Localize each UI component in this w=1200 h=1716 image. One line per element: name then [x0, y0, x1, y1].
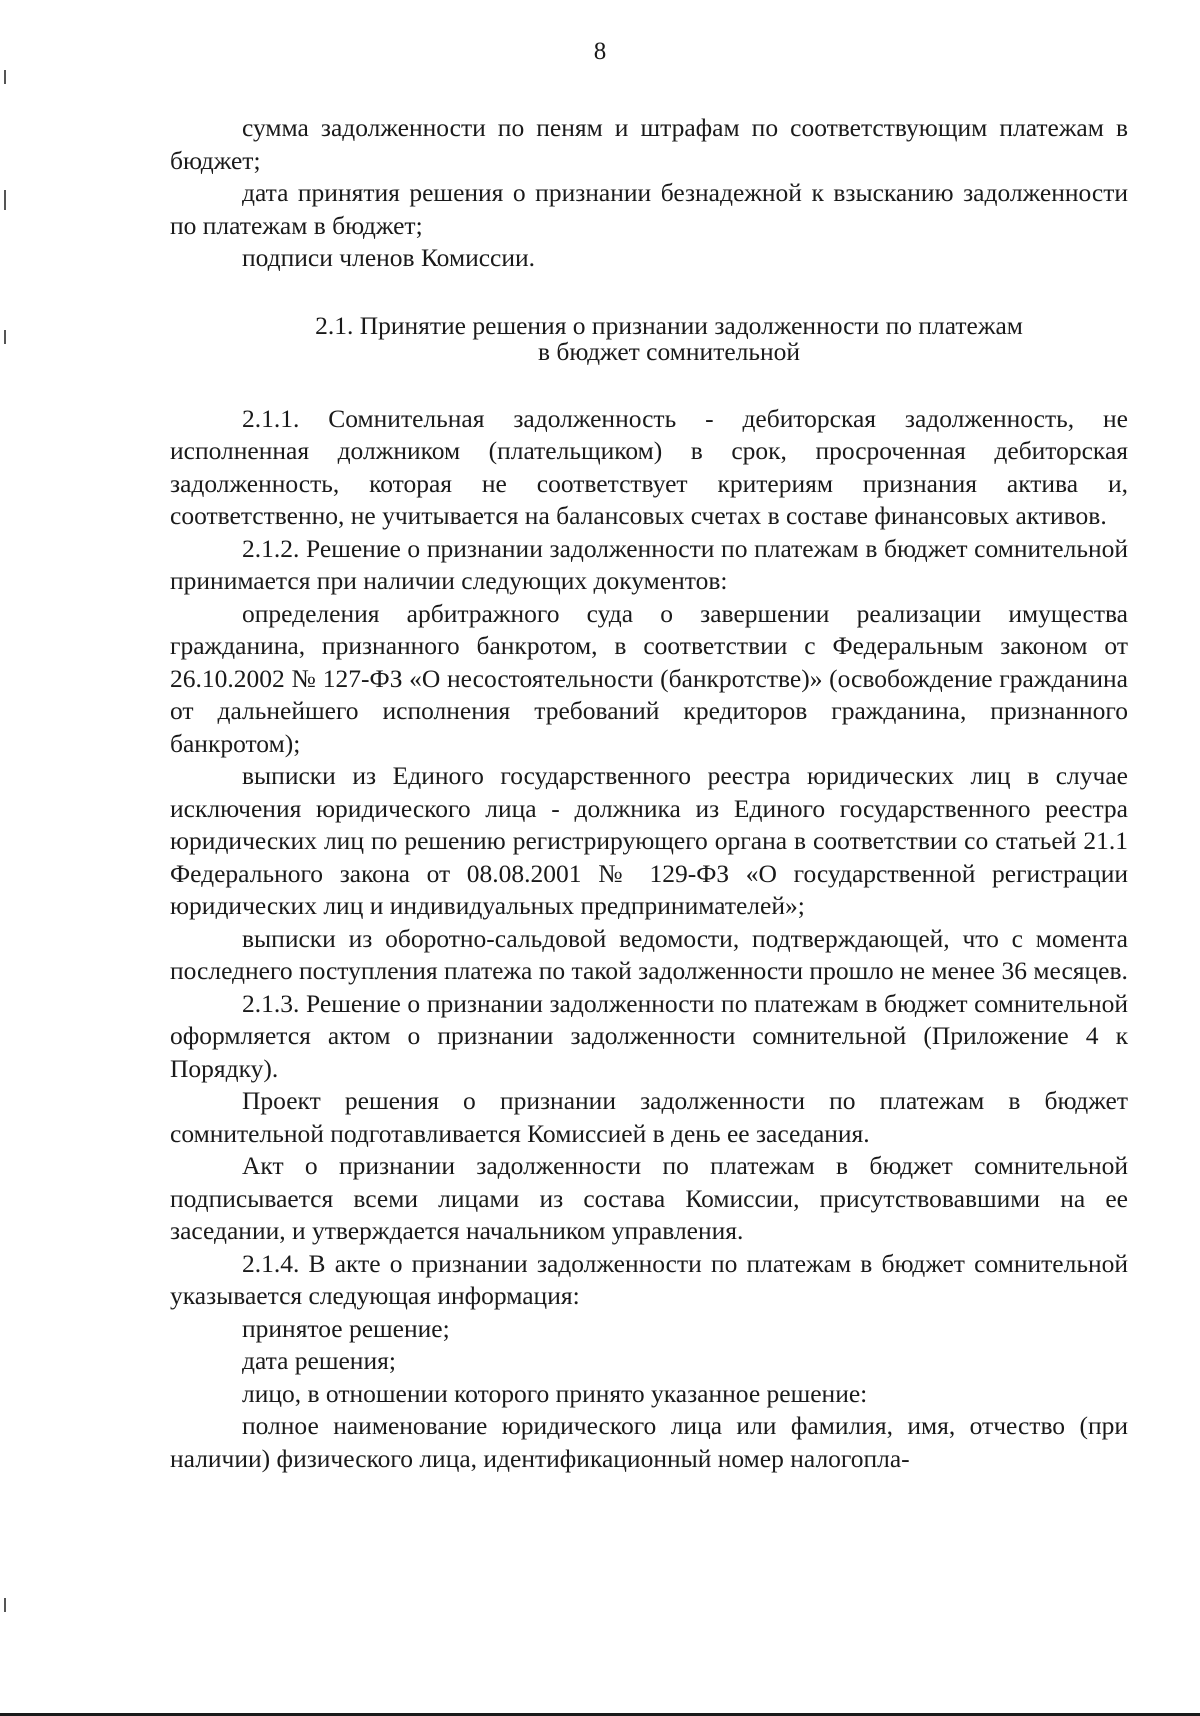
paragraph: 2.1.2. Решение о признании задолженности по платежам в бюджет сомнительной принимается при наличии следующих документов: [170, 533, 1128, 595]
paragraph: полное наименование юридического лица или фамилия, имя, отчество (при наличии) физического лица, идентификационный номер налогопла- [170, 1411, 1128, 1473]
paragraph: подписи членов Комиссии. [242, 243, 536, 272]
paragraph: 2.1.1. Сомнительная задолженность - дебиторская задолженность, не исполненная должником (плательщиком) в срок, просроченная дебиторская задолженность, которая не соответствует критериям признания актива и, соответственно, не учитывается на балансовых счетах в составе финансовых активов. [170, 403, 1128, 530]
scan-mark [4, 190, 6, 210]
list-item: лицо, в отношении которого принято указанное решение: [242, 1378, 868, 1408]
paragraph: 2.1.3. Решение о признании задолженности по платежам в бюджет сомнительной оформляется актом о признании задолженности сомнительной (Приложение 4 к Порядку). [170, 988, 1128, 1083]
section-heading-line: 2.1. Принятие решения о признании задолженности по платежам [315, 310, 1023, 340]
paragraph: 2.1.4. В акте о признании задолженности по платежам в бюджет сомнительной указывается следующая информация: [170, 1248, 1128, 1310]
paragraph: Проект решения о признании задолженности по платежам в бюджет сомнительной подготавливается Комиссией в день ее заседания. [170, 1086, 1128, 1148]
paragraph: Акт о признании задолженности по платежам в бюджет сомнительной подписывается всеми лицами из состава Комиссии, присутствовавшими на ее заседании, и утверждается начальником управления. [170, 1151, 1128, 1245]
scan-mark [4, 330, 6, 344]
section-heading [170, 310, 1128, 366]
document-body [170, 112, 1128, 1475]
list-item: принятое решение; [242, 1313, 450, 1343]
paragraph: выписки из Единого государственного реестра юридических лиц в случае исключения юридического лица - должника из Единого государственного реестра юридических лиц по решению регистрирующего органа в соответствии со статьей 21.1 Федерального закона от 08.08.2001 № 129-ФЗ «О государственной регистрации юридических лиц и индивидуальных предпринимателей»; [170, 761, 1128, 920]
paragraph: сумма задолженности по пеням и штрафам по соответствующим платежам в бюджет; [170, 113, 1128, 175]
page-number: 8 [593, 38, 607, 65]
paragraph: выписки из оборотно-сальдовой ведомости, подтверждающей, что с момента последнего поступления платежа по такой задолженности прошло не менее 36 месяцев. [170, 923, 1128, 985]
scan-mark [4, 1598, 6, 1612]
paragraph: определения арбитражного суда о завершении реализации имущества гражданина, признанного банкротом, в соответствии с Федеральным законом от 26.10.2002 № 127-ФЗ «О несостоятельности (банкротстве)» (освобождение гражданина от дальнейшего исполнения требований кредиторов гражданина, признанного банкротом); [170, 598, 1128, 758]
section-heading-line: в бюджет сомнительной [537, 336, 801, 366]
list-item: дата решения; [242, 1346, 396, 1375]
paragraph: дата принятия решения о признании безнадежной к взысканию задолженности по платежам в бюджет; [170, 178, 1128, 240]
scan-mark [4, 70, 6, 84]
